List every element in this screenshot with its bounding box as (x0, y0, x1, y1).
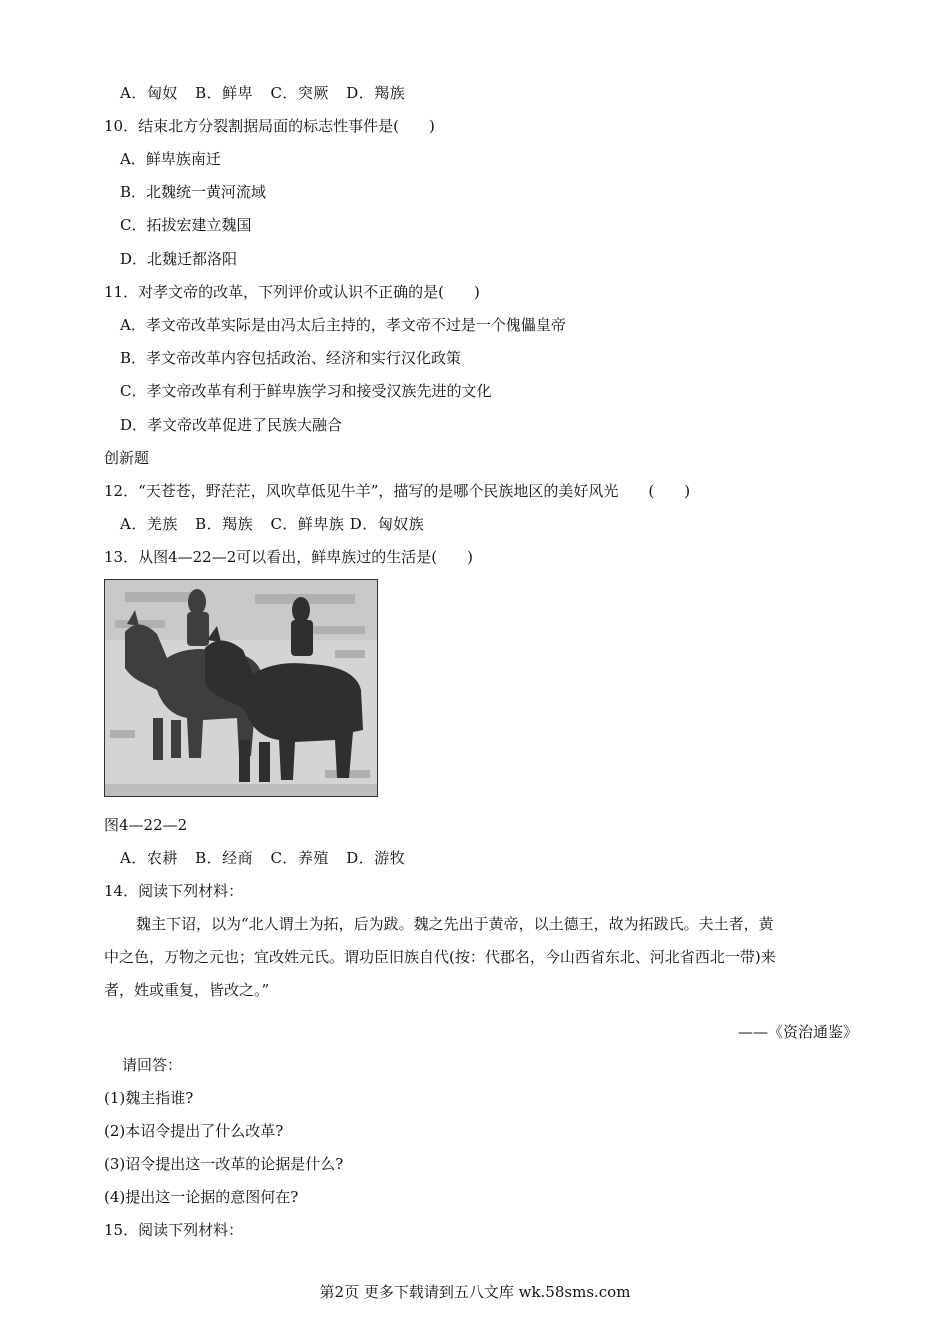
q13-options (120, 848, 405, 868)
q10-option-b: B．北魏统一黄河流域 (120, 183, 267, 201)
q14-sub-question-1: (1)魏主指谁? (104, 1089, 194, 1107)
q10-option-a: A．鲜卑族南迁 (120, 150, 221, 168)
q13-option-c: C．养殖 (270, 849, 329, 867)
q9-options (120, 83, 405, 103)
q10-option-c: C．拓拔宏建立魏国 (120, 216, 252, 234)
q15-stem: 15．阅读下列材料： (104, 1221, 244, 1239)
q14-material-line-1: 魏主下诏，以为“北人谓土为拓，后为跋。魏之先出于黄帝，以土德王，故为拓跋氏。夫土者，黄 (136, 915, 774, 933)
q12-option-c: C．鲜卑族 (270, 515, 345, 533)
q10-stem: 10．结束北方分裂割据局面的标志性事件是( ) (104, 117, 435, 135)
q12-option-b: B．羯族 (195, 515, 254, 533)
q9-option-c: C．突厥 (270, 84, 329, 102)
q11-stem: 11．对孝文帝的改革，下列评价或认识不正确的是( ) (104, 283, 480, 301)
figurine-photo (104, 579, 378, 797)
q9-option-d: D．羯族 (346, 84, 406, 102)
q11-option-b: B．孝文帝改革内容包括政治、经济和实行汉化政策 (120, 349, 462, 367)
q14-stem: 14．阅读下列材料： (104, 882, 244, 900)
q11-option-a: A．孝文帝改革实际是由冯太后主持的，孝文帝不过是一个傀儡皇帝 (120, 316, 566, 334)
q14-prompt: 请回答： (122, 1056, 183, 1074)
q12-option-a: A．羌族 (120, 515, 178, 533)
horse-rider-figurines-illustration (105, 580, 377, 796)
figure-caption: 图4—22—2 (104, 816, 188, 834)
q14-material-line-2: 中之色，万物之元也；宜改姓元氏。谓功臣旧族自代(按：代郡名，今山西省东北、河北省西北一带)来 (104, 948, 776, 966)
q14-sub-question-4: (4)提出这一论据的意图何在? (104, 1188, 299, 1206)
q9-option-b: B．鲜卑 (195, 84, 254, 102)
q14-sub-question-3: (3)诏令提出这一改革的论据是什么? (104, 1155, 344, 1173)
q12-stem: 12．“天苍苍，野茫茫，风吹草低见牛羊”，描写的是哪个民族地区的美好风光 ( ) (104, 482, 691, 500)
q14-source: ——《资治通鉴》 (737, 1023, 858, 1041)
q14-material-line-3: 者，姓或重复，皆改之。” (104, 981, 270, 999)
q11-option-d: D．孝文帝改革促进了民族大融合 (120, 416, 343, 434)
q13-option-b: B．经商 (195, 849, 254, 867)
section-title: 创新题 (104, 449, 150, 467)
page-footer: 第2页 更多下载请到五八文库 wk.58sms.com (319, 1283, 631, 1301)
q14-sub-question-2: (2)本诏令提出了什么改革? (104, 1122, 284, 1140)
q13-stem: 13．从图4—22—2可以看出，鲜卑族过的生活是( ) (104, 548, 473, 566)
q9-option-a: A．匈奴 (120, 84, 178, 102)
q13-option-d: D．游牧 (346, 849, 406, 867)
q12-option-d: D．匈奴族 (349, 515, 425, 533)
q11-option-c: C．孝文帝改革有利于鲜卑族学习和接受汉族先进的文化 (120, 382, 492, 400)
q13-option-a: A．农耕 (120, 849, 178, 867)
q10-option-d: D．北魏迁都洛阳 (120, 250, 238, 268)
q12-options (120, 514, 424, 534)
